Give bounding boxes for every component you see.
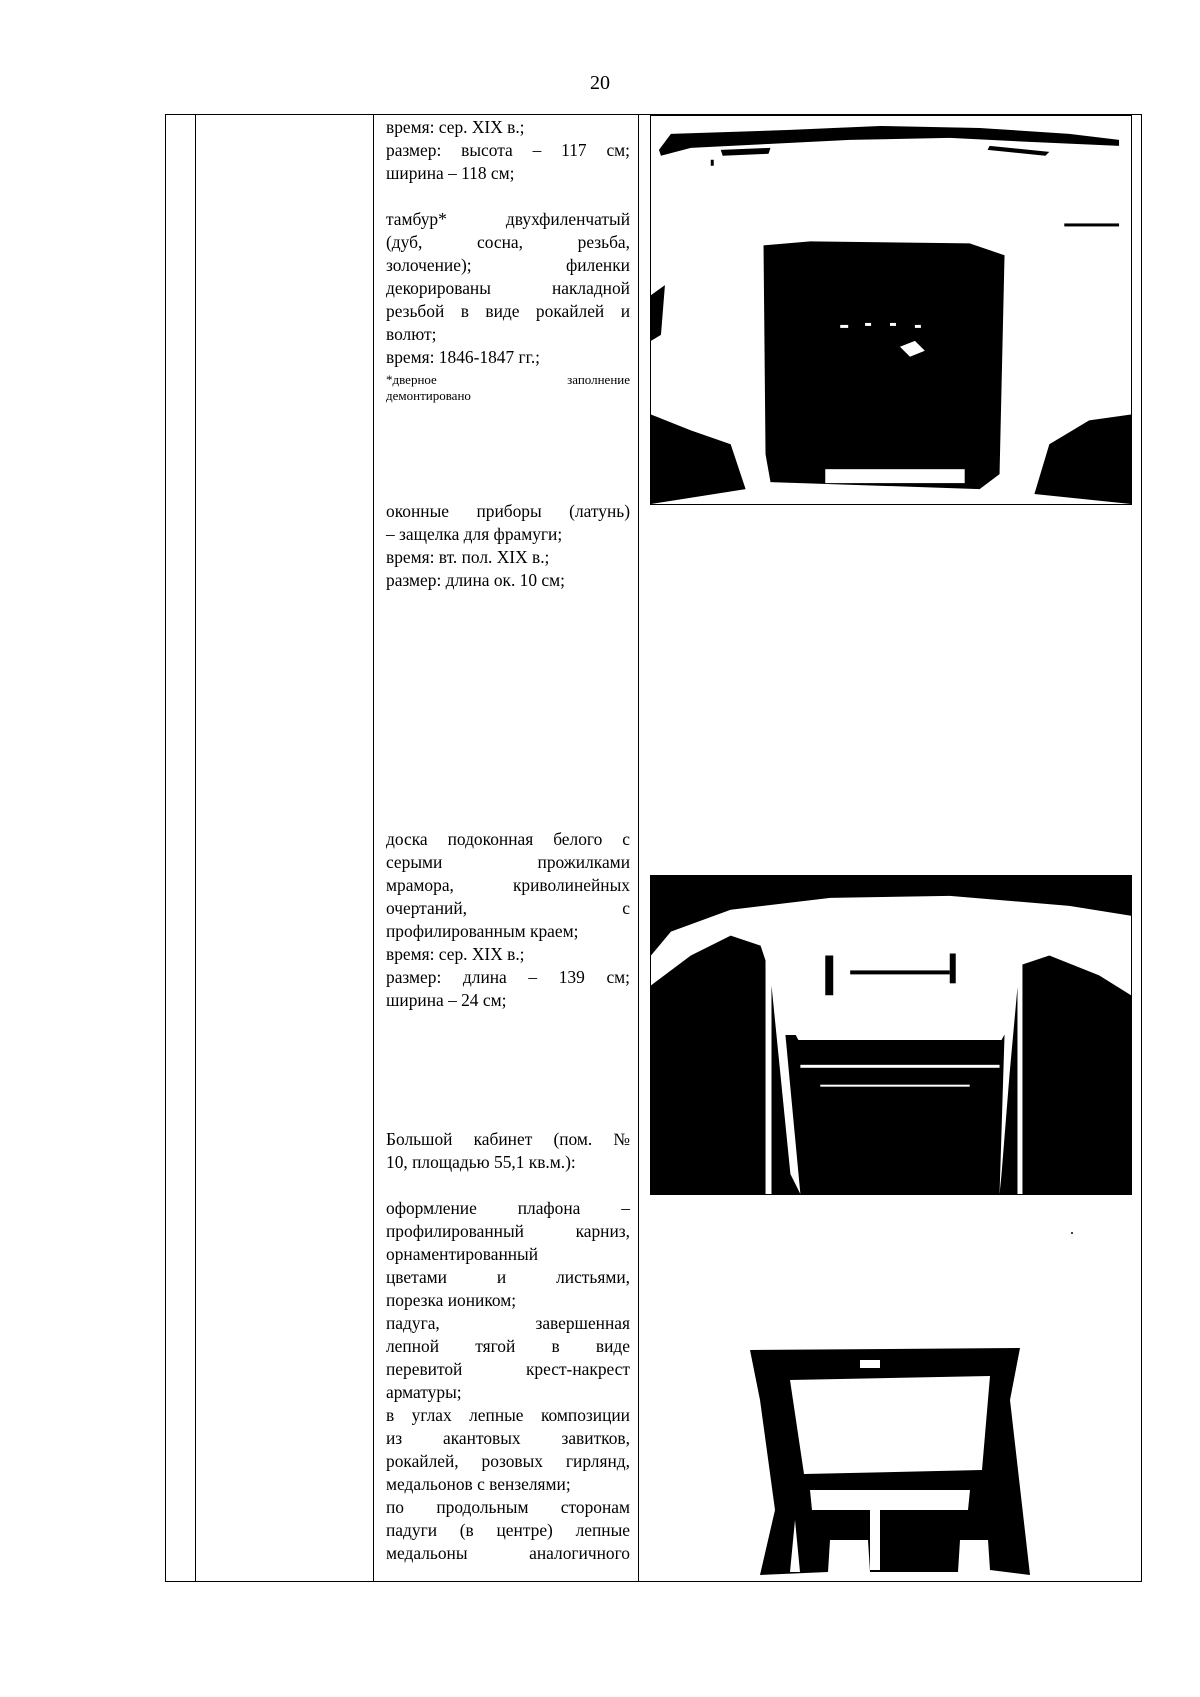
text-line: золочение); филенки [386, 255, 630, 275]
text-line: доска подоконная белого с [386, 829, 630, 849]
text-block-footnote [386, 372, 630, 404]
text-line: серыми прожилками [386, 852, 630, 872]
text-line: *дверное заполнение [386, 372, 630, 387]
text-line: мрамора, криволинейных [386, 875, 630, 895]
text-line: тамбур* двухфиленчатый [386, 209, 630, 229]
text-line: перевитой крест-накрест [386, 1359, 630, 1379]
text-block-ceiling [386, 1197, 630, 1565]
text-line: время: сер. XIX в.; [386, 944, 525, 964]
page-number: 20 [590, 72, 610, 94]
text-line: оконные приборы (латунь) [386, 501, 630, 521]
text-line: время: сер. XIX в.; [386, 117, 525, 137]
text-line: размер: высота – 117 см; [386, 140, 630, 160]
text-block-tambour [386, 208, 630, 369]
door-transom-photo [650, 115, 1132, 505]
text-line: декорированы накладной [386, 278, 630, 298]
text-line: орнаментированный [386, 1244, 539, 1264]
text-line: очертаний, с [386, 898, 630, 918]
text-line: рокайлей, розовых гирлянд, [386, 1451, 630, 1471]
text-line: порезка иоником; [386, 1290, 517, 1310]
text-line: волют; [386, 324, 437, 344]
text-line: оформление плафона – [386, 1198, 630, 1218]
text-line: демонтировано [386, 388, 471, 403]
text-line: Большой кабинет (пом. № [386, 1129, 630, 1149]
text-block-windowsill [386, 828, 630, 1012]
text-line: профилированным краем; [386, 921, 579, 941]
scan-speck [1070, 1222, 1074, 1226]
text-line: по продольным сторонам [386, 1497, 630, 1517]
text-line: резьбой в виде рокайлей и [386, 301, 630, 321]
text-line: время: вт. пол. XIX в.; [386, 547, 550, 567]
column-divider [195, 114, 196, 1582]
column-divider [373, 114, 374, 1582]
text-block-room-heading [386, 1128, 630, 1174]
text-block-window-fittings [386, 500, 630, 592]
text-line: медальоны аналогичного [386, 1543, 630, 1563]
text-line: – защелка для фрамуги; [386, 524, 563, 544]
column-divider [638, 114, 639, 1582]
text-line: размер: длина – 139 см; [386, 967, 630, 987]
window-niche-photo [650, 875, 1132, 1195]
text-line: в углах лепные композиции [386, 1405, 630, 1425]
text-line: цветами и листьями, [386, 1267, 630, 1287]
text-line: ширина – 118 см; [386, 163, 515, 183]
text-line: размер: длина ок. 10 см; [386, 570, 565, 590]
text-line: медальонов с вензелями; [386, 1474, 571, 1494]
text-line: (дуб, сосна, резьба, [386, 232, 630, 252]
text-line: профилированный карниз, [386, 1221, 630, 1241]
text-line: 10, площадью 55,1 кв.м.): [386, 1152, 576, 1172]
text-line: лепной тягой в виде [386, 1336, 630, 1356]
text-line: арматуры; [386, 1382, 462, 1402]
text-line: падуги (в центре) лепные [386, 1520, 630, 1540]
text-line: падуга, завершенная [386, 1313, 630, 1333]
text-block-dimensions-1 [386, 116, 630, 185]
text-line: из акантовых завитков, [386, 1428, 630, 1448]
text-line: время: 1846-1847 гг.; [386, 347, 540, 367]
text-line: ширина – 24 см; [386, 990, 507, 1010]
ceiling-cornice-photo [720, 1340, 1075, 1575]
